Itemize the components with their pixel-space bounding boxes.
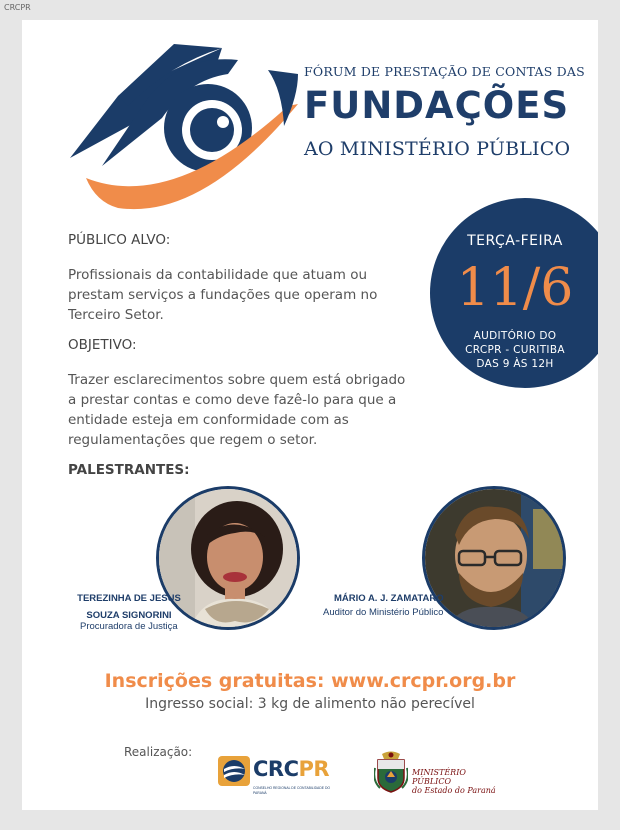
speaker-name-mario: MÁRIO A. J. ZAMATARO bbox=[334, 593, 444, 604]
objetivo-body: Trazer esclarecimentos sobre quem está obrigado a prestar contas e como deve fazê-lo para que a entidade esteja em conformidade com as regulamentações que regem o setor. bbox=[68, 372, 406, 448]
event-day: 11/6 bbox=[456, 258, 574, 318]
crcpr-wordmark-crc: CRC bbox=[253, 757, 299, 781]
objetivo-heading: OBJETIVO: bbox=[68, 337, 137, 353]
publico-alvo-heading: PÚBLICO ALVO: bbox=[68, 232, 171, 248]
social-ticket-note: Ingresso social: 3 kg de alimento não perecível bbox=[145, 696, 475, 712]
event-place-line2: CRCPR - CURITIBA bbox=[465, 344, 565, 356]
parana-coat-of-arms-icon bbox=[374, 750, 408, 794]
registration-link[interactable]: Inscrições gratuitas: www.crcpr.org.br bbox=[104, 670, 516, 692]
crcpr-emblem-icon bbox=[218, 756, 250, 786]
crcpr-logo bbox=[218, 756, 334, 798]
crcpr-subtitle: CONSELHO REGIONAL DE CONTABILIDADE DO PARANÁ bbox=[253, 786, 331, 795]
event-date-badge bbox=[430, 198, 598, 388]
event-place-line3: DAS 9 ÀS 12H bbox=[476, 358, 554, 370]
speaker-name-terezinha bbox=[76, 590, 182, 624]
event-flyer bbox=[22, 20, 598, 810]
speaker-name-terezinha-line2: SOUZA SIGNORINI bbox=[86, 610, 172, 621]
publico-alvo-body: Profissionais da contabilidade que atuam ou prestam serviços a fundações que operam no Terceiro Setor. bbox=[68, 267, 378, 323]
ministerio-publico-text bbox=[412, 768, 504, 795]
speaker-role-terezinha: Procuradora de Justiça bbox=[80, 621, 178, 632]
crcpr-wordmark-pr: PR bbox=[298, 757, 330, 781]
forum-title-main: FUNDAÇÕES bbox=[304, 84, 570, 127]
event-place-line1: AUDITÓRIO DO bbox=[473, 330, 557, 342]
event-weekday: TERÇA-FEIRA bbox=[467, 233, 563, 249]
corner-label: CRCPR bbox=[4, 3, 31, 12]
palestrantes-heading: PALESTRANTES: bbox=[68, 462, 190, 478]
mp-line2: do Estado do Paraná bbox=[412, 786, 496, 795]
ministerio-publico-logo bbox=[374, 750, 504, 796]
speaker-name-terezinha-line1: TEREZINHA DE JESUS bbox=[77, 593, 181, 604]
mp-line1: MINISTÉRIO PÚBLICO bbox=[412, 768, 466, 786]
event-place bbox=[430, 329, 598, 371]
realizacao-label: Realização: bbox=[124, 745, 193, 759]
speaker-role-mario: Auditor do Ministério Público bbox=[323, 607, 444, 618]
forum-title-line3: AO MINISTÉRIO PÚBLICO bbox=[304, 138, 571, 160]
crcpr-wordmark bbox=[253, 757, 329, 781]
eye-logo-icon bbox=[62, 34, 298, 214]
forum-title-line1: FÓRUM DE PRESTAÇÃO DE CONTAS DAS bbox=[304, 64, 585, 79]
forum-title bbox=[304, 64, 596, 160]
speaker-photo-mario bbox=[422, 486, 566, 630]
